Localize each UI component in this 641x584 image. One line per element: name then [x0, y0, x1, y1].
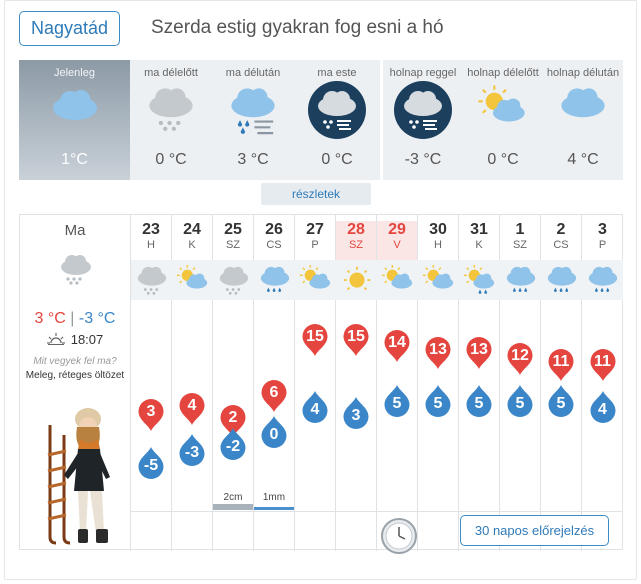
sunset-row	[20, 332, 130, 348]
max-temp-marker	[138, 398, 165, 432]
min-temp-value: -3	[184, 444, 200, 462]
period-2	[212, 60, 294, 180]
details-button[interactable]: részletek	[261, 183, 371, 205]
min-temp-marker	[220, 427, 247, 461]
min-temp-value: 5	[515, 394, 525, 412]
period-6	[543, 60, 623, 180]
current-label: Jelenleg	[54, 67, 95, 79]
headline: Szerda estig gyakran fog esni a hó	[151, 17, 444, 38]
min-temp-value: 5	[433, 394, 443, 412]
day-icon-cell	[295, 260, 336, 300]
day-header	[377, 221, 417, 264]
day-column[interactable]	[418, 215, 459, 551]
day-icon-cell	[418, 260, 459, 300]
day-weekday: CS	[266, 239, 282, 251]
min-temp-marker	[466, 384, 493, 418]
cloud-snow-wind-icon	[307, 80, 367, 145]
today-panel	[20, 215, 131, 551]
min-temp-value: 0	[269, 425, 279, 443]
min-temp-marker	[589, 390, 616, 424]
day-column[interactable]	[459, 215, 500, 551]
today-max: 3 °C	[34, 310, 66, 327]
min-temp-value: 5	[556, 394, 566, 412]
min-temp-value: -2	[225, 438, 241, 456]
max-temp-value: 3	[146, 402, 156, 420]
min-temp-marker	[179, 433, 206, 467]
max-temp-marker	[466, 336, 493, 370]
sun-cloud-icon	[299, 264, 333, 303]
day-header	[459, 221, 499, 264]
min-temp-marker	[261, 415, 288, 449]
min-temp-value: -5	[143, 456, 159, 474]
day-column[interactable]	[254, 215, 295, 551]
min-temp-marker	[343, 396, 370, 430]
min-temp-value: 5	[392, 394, 402, 412]
min-temp-value: 3	[351, 406, 361, 424]
min-temp-marker	[302, 390, 329, 424]
max-temp-value: 14	[388, 334, 406, 352]
cloud-rain-icon	[504, 264, 538, 303]
period-1	[130, 60, 212, 180]
day-column[interactable]	[213, 215, 254, 551]
day-icon-cell	[500, 260, 541, 300]
day-header	[131, 221, 171, 264]
cloud-icon	[50, 84, 100, 129]
max-temp-marker	[261, 379, 288, 413]
clock-icon[interactable]	[380, 517, 418, 560]
day-header	[213, 221, 253, 264]
period-temp: 4 °C	[567, 151, 599, 168]
min-temp-marker	[425, 384, 452, 418]
min-temp-marker	[507, 384, 534, 418]
max-temp-value: 11	[552, 353, 570, 371]
rain-bar	[254, 507, 294, 510]
max-temp-value: 15	[347, 328, 365, 346]
day-header	[418, 221, 458, 264]
min-temp-value: 5	[474, 394, 484, 412]
period-strip	[19, 60, 623, 180]
day-icon-cell	[336, 260, 377, 300]
day-icon-cell	[582, 260, 623, 300]
day-number: 31	[470, 221, 488, 238]
min-temp-marker	[548, 384, 575, 418]
max-temp-marker	[343, 323, 370, 357]
min-temp-value: 4	[310, 400, 320, 418]
period-label: holnap reggel	[389, 67, 457, 79]
period-label: ma délután	[225, 67, 281, 79]
day-weekday: K	[475, 239, 483, 251]
cloud-snow-icon	[135, 264, 169, 303]
day-number: 2	[556, 221, 566, 238]
sun-icon	[340, 264, 374, 303]
day-number: 30	[429, 221, 447, 238]
day-column[interactable]	[295, 215, 336, 551]
wear-question: Mit vegyek fel ma?	[33, 356, 117, 367]
max-temp-marker	[589, 348, 616, 382]
max-temp-marker	[507, 342, 534, 376]
sunset-time: 18:07	[70, 332, 104, 347]
sunset-icon	[47, 333, 65, 348]
day-column[interactable]	[172, 215, 213, 551]
day-header	[582, 221, 623, 264]
today-min: -3 °C	[78, 310, 116, 327]
sun-cloud-icon	[422, 264, 456, 303]
cloud-rain-icon	[545, 264, 579, 303]
period-temp: 0 °C	[155, 151, 187, 168]
day-column[interactable]	[377, 215, 418, 551]
period-label: ma délelőtt	[144, 67, 198, 79]
period-3	[294, 60, 380, 180]
period-label: ma este	[317, 67, 357, 79]
day-number: 29	[388, 221, 406, 238]
day-icon-cell	[172, 260, 213, 300]
day-weekday: K	[188, 239, 196, 251]
day-number: 26	[265, 221, 283, 238]
day-weekday: P	[311, 239, 319, 251]
period-temp: -3 °C	[404, 151, 442, 168]
day-weekday: P	[598, 239, 607, 251]
cloud-sleet-wind-icon	[227, 84, 279, 141]
max-temp-value: 13	[470, 340, 488, 358]
day-icon-cell	[541, 260, 582, 300]
min-temp-value: 4	[598, 400, 607, 418]
day-column[interactable]	[541, 215, 582, 551]
max-temp-value: 12	[511, 346, 529, 364]
max-temp-marker	[302, 323, 329, 357]
city-button[interactable]: Nagyatád	[19, 11, 120, 46]
day-number: 3	[598, 221, 607, 238]
max-temp-value: 4	[187, 396, 197, 414]
precip-amount: 1mm	[262, 492, 286, 503]
day-weekday: H	[147, 239, 155, 251]
period-temp: 0 °C	[487, 151, 519, 168]
day-header	[336, 221, 376, 264]
cloud-snow-icon	[58, 253, 94, 290]
grid-bottom-divider	[131, 511, 622, 512]
cloud-snow-icon	[217, 264, 251, 303]
current-temp: 1°C	[61, 151, 88, 168]
daily-forecast-grid	[19, 214, 623, 550]
day-number: 25	[224, 221, 242, 238]
sun-cloud-icon	[176, 264, 210, 303]
day-column[interactable]	[131, 215, 172, 551]
today-temps	[20, 310, 130, 328]
cloud-snow-icon	[145, 84, 197, 141]
period-label: holnap délelőtt	[467, 67, 539, 79]
max-temp-value: 11	[594, 353, 611, 371]
max-temp-marker	[179, 392, 206, 426]
period-label: holnap délután	[546, 67, 620, 79]
max-temp-marker	[384, 329, 411, 363]
day-header	[500, 221, 540, 264]
day-weekday: SZ	[512, 239, 528, 251]
period-5	[463, 60, 543, 180]
min-temp-marker	[384, 384, 411, 418]
day-icon-cell	[377, 260, 418, 300]
wear-answer: Meleg, réteges öltözet	[25, 370, 125, 381]
min-temp-marker	[138, 446, 165, 480]
max-temp-value: 2	[228, 409, 238, 427]
day-column[interactable]	[582, 215, 623, 551]
day-number: 24	[183, 221, 201, 238]
max-temp-value: 15	[306, 328, 324, 346]
day-weekday: SZ	[225, 239, 241, 251]
day-number: 27	[306, 221, 324, 238]
period-temp: 0 °C	[321, 151, 353, 168]
cloud-rain-icon	[586, 264, 620, 303]
sun-cloud-icon	[477, 84, 529, 141]
day-icon-cell	[131, 260, 172, 300]
day-icon-cell	[213, 260, 254, 300]
day-number: 1	[515, 221, 525, 238]
day-number: 28	[347, 221, 365, 238]
precip-amount: 2cm	[223, 492, 243, 503]
day-weekday: H	[434, 239, 442, 251]
day-icon-cell	[254, 260, 295, 300]
day-weekday: CS	[553, 239, 569, 251]
day-number: 23	[142, 221, 160, 238]
day-icon-cell	[459, 260, 500, 300]
day-header	[295, 221, 335, 264]
max-temp-value: 13	[429, 340, 447, 358]
day-header	[254, 221, 294, 264]
current-conditions	[19, 60, 130, 180]
period-4	[383, 60, 463, 180]
day-header	[541, 221, 581, 264]
day-header	[172, 221, 212, 264]
forecast-30-days-button[interactable]: 30 napos előrejelzés	[460, 515, 609, 546]
today-label: Ma	[64, 222, 86, 239]
max-temp-marker	[425, 336, 452, 370]
sun-cloud-icon	[381, 264, 415, 303]
max-temp-value: 6	[269, 384, 279, 402]
cloud-icon	[557, 84, 609, 141]
day-weekday: SZ	[348, 239, 364, 251]
day-weekday: V	[393, 239, 401, 251]
person-with-sled-illustration	[44, 405, 134, 552]
cloud-rain-icon	[258, 264, 292, 303]
snow-bar	[213, 504, 253, 510]
max-temp-marker	[548, 348, 575, 382]
day-column[interactable]	[500, 215, 541, 551]
period-temp: 3 °C	[237, 151, 269, 168]
sun-cloud-rain-icon	[463, 264, 497, 303]
temp-separator: |	[70, 310, 75, 327]
day-column[interactable]	[336, 215, 377, 551]
cloud-snow-wind-icon	[393, 80, 453, 145]
